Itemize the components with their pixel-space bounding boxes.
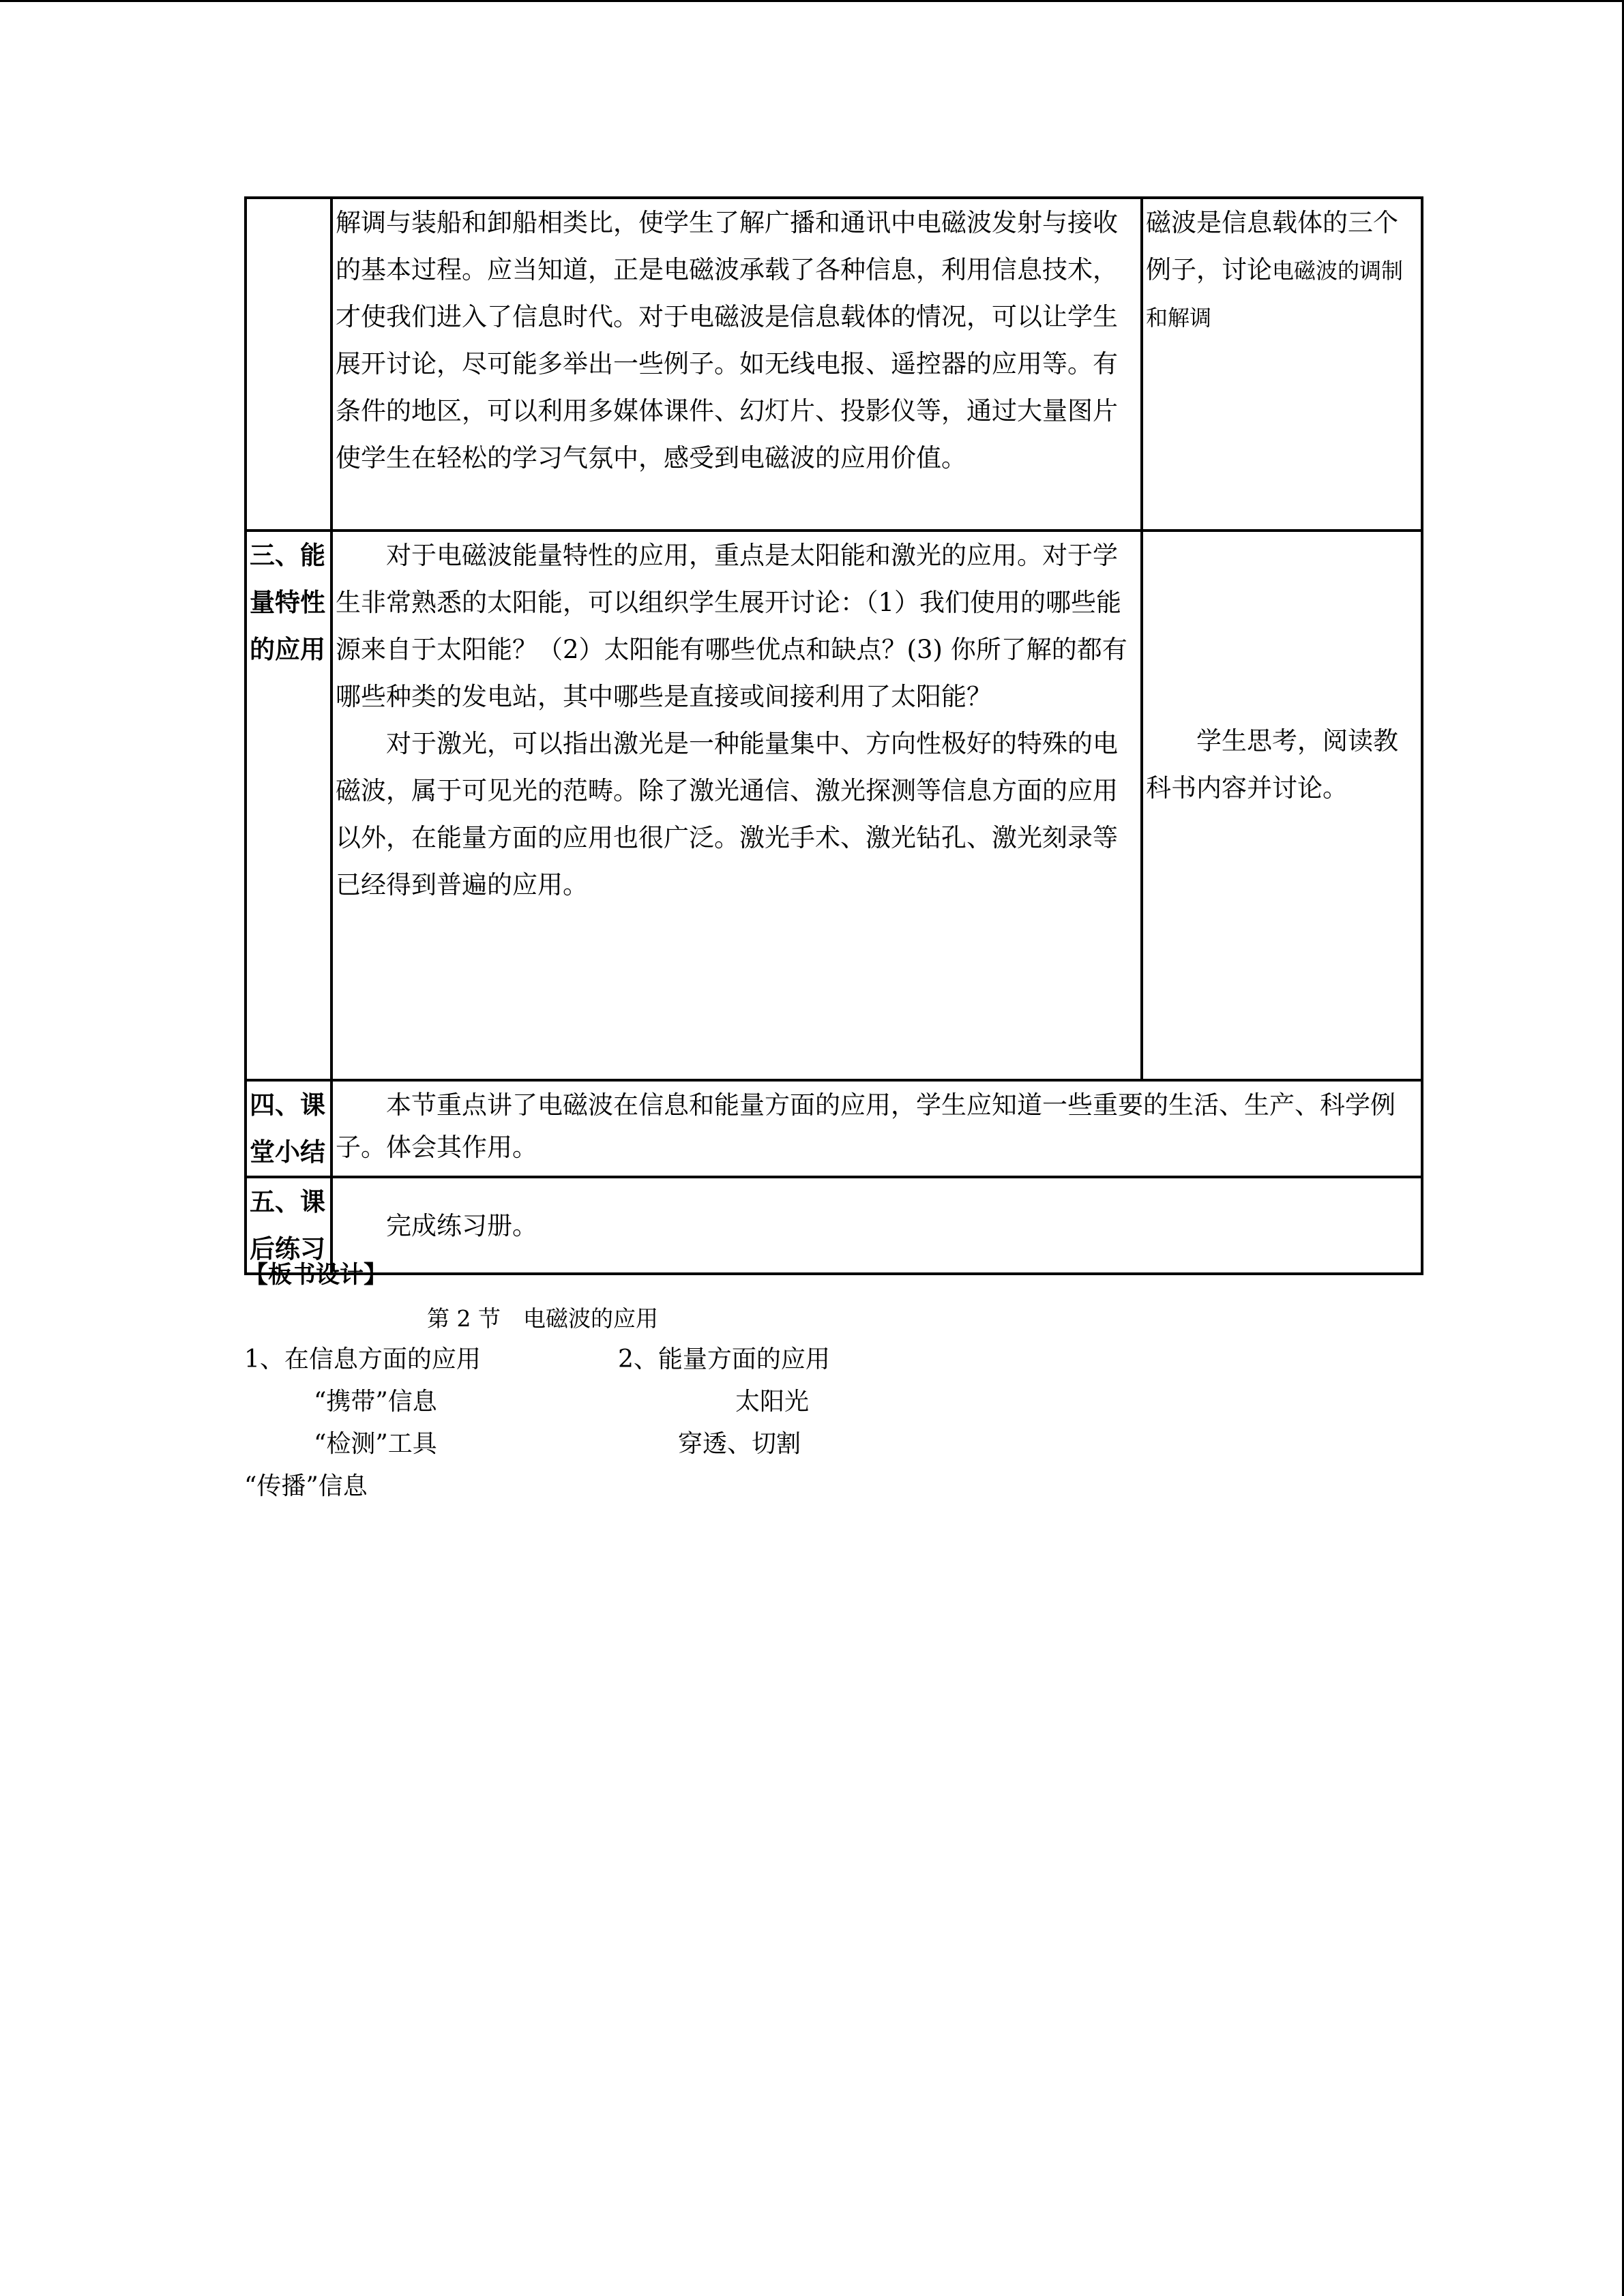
board-subtitle: 第 2 节 电磁波的应用 xyxy=(427,1305,658,1332)
paragraph: 对于激光，可以指出激光是一种能量集中、方向性极好的特殊的电磁波，属于可见光的范畴。除了激光通信、激光探测等信息方面的应用以外，在能量方面的应用也很广泛。激光手术、激光钻孔、激光刻录等已经得到普遍的应用。 xyxy=(336,729,1118,899)
paragraph: 本节重点讲了电磁波在信息和能量方面的应用，学生应知道一些重要的生活、生产、科学例子。体会其作用。 xyxy=(336,1090,1396,1162)
table-row xyxy=(246,531,1422,1080)
board-subitem: 太阳光 xyxy=(735,1388,810,1416)
row-head: 五、课后练习 xyxy=(246,1177,331,1274)
board-title: 【板书设计】 xyxy=(244,1262,388,1289)
table-row xyxy=(246,1080,1422,1177)
table-row xyxy=(246,1177,1422,1274)
board-subitem: “携带”信息 xyxy=(314,1388,437,1416)
paragraph: 完成练习册。 xyxy=(386,1210,537,1240)
row-head xyxy=(246,198,331,531)
board-subitem: “传播”信息 xyxy=(244,1472,368,1500)
board-subitem: 穿透、切割 xyxy=(678,1430,801,1458)
table-row xyxy=(246,198,1422,531)
row-side xyxy=(1142,531,1422,1080)
row-main xyxy=(331,531,1142,1080)
row-side xyxy=(1142,198,1422,531)
paragraph: 对于电磁波能量特性的应用，重点是太阳能和激光的应用。对于学生非常熟悉的太阳能，可以组织学生展开讨论：（1）我们使用的哪些能源来自于太阳能？（2）太阳能有哪些优点和缺点？(3) 你所了解的都有哪些种类的发电站，其中哪些是直接或间接利用了太阳能？ xyxy=(336,541,1127,711)
side-text: 磁波是信息载体的三个例子，讨论 xyxy=(1146,208,1398,284)
board-subitem: “检测”工具 xyxy=(314,1430,437,1458)
row-head: 三、能量特性的应用 xyxy=(246,531,331,1080)
row-merged xyxy=(331,1177,1422,1274)
side-text: 学生思考，阅读教科书内容并讨论。 xyxy=(1146,726,1398,803)
paragraph: 解调与装船和卸船相类比，使学生了解广播和通讯中电磁波发射与接收的基本过程。应当知道，正是电磁波承载了各种信息，利用信息技术，才使我们进入了信息时代。对于电磁波是信息载体的情况，可以让学生展开讨论，尽可能多举出一些例子。如无线电报、遥控器的应用等。有条件的地区，可以利用多媒体课件、幻灯片、投影仪等，通过大量图片使学生在轻松的学习气氛中，感受到电磁波的应用价值。 xyxy=(336,208,1118,473)
row-head: 四、课堂小结 xyxy=(246,1080,331,1177)
page-border-top xyxy=(0,0,1624,2)
board-item: 2、能量方面的应用 xyxy=(618,1345,830,1373)
row-main xyxy=(331,198,1142,531)
board-item: 1、在信息方面的应用 xyxy=(244,1345,481,1373)
row-merged xyxy=(331,1080,1422,1177)
lesson-table xyxy=(244,196,1423,1275)
side-text-small: 电磁波的调制和解调 xyxy=(1146,258,1404,331)
